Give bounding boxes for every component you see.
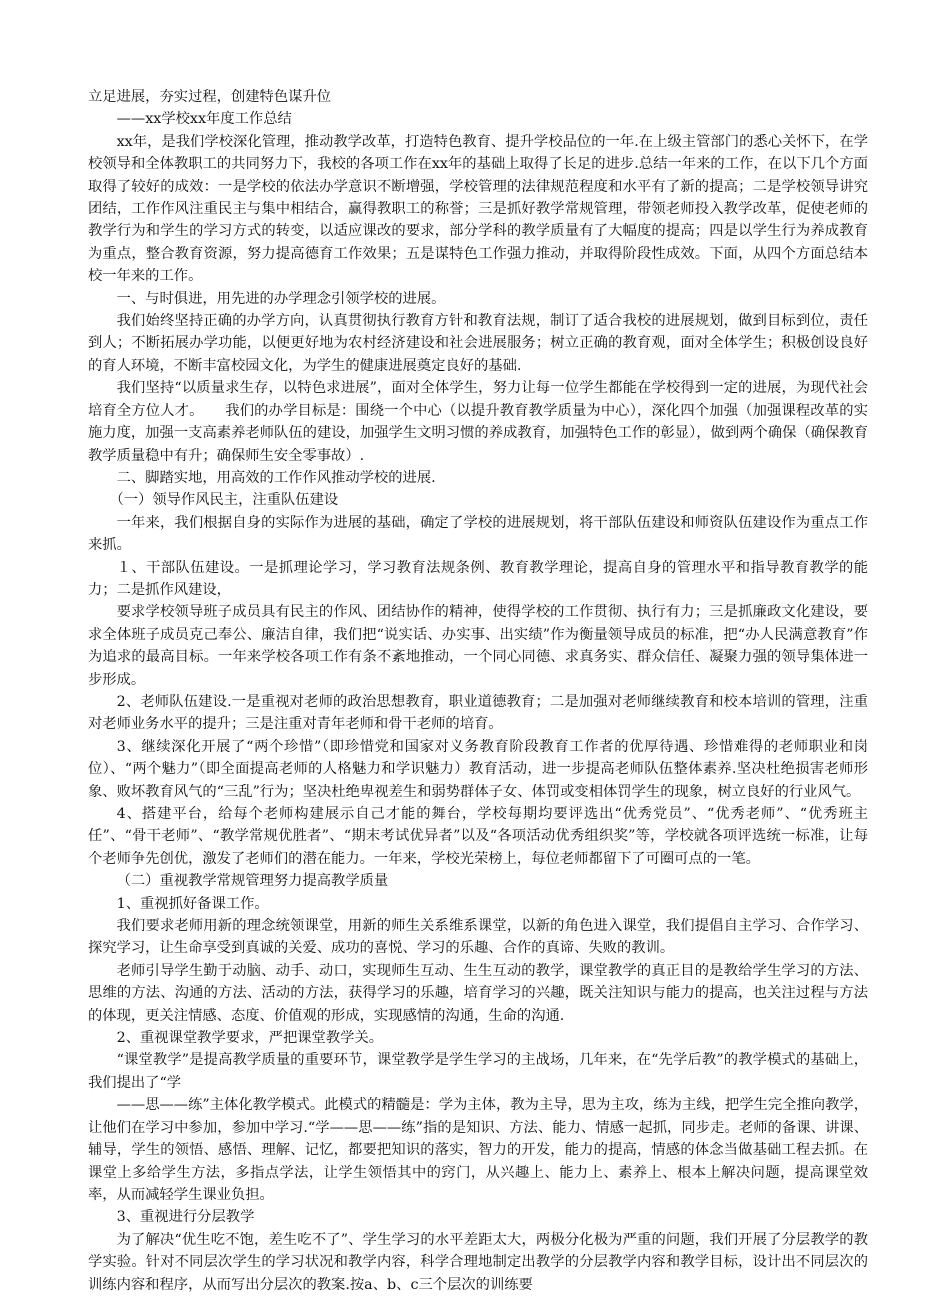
document-body bbox=[88, 86, 868, 1296]
section-heading: 二、脚踏实地，用高效的工作作风推动学校的进展. bbox=[116, 469, 436, 486]
paragraph: 3、继续深化开展了“两个珍惜”（即珍惜党和国家对义务教育阶段教育工作者的优厚待遇、珍惜难得的老师职业和岗位）、“两个魅力”（即全面提高老师的人格魅力和学识魅力）教育活动，进一步提高老师队伍整体素养.坚决杜绝损害老师形象、败坏教育风气的“三乱”行为；坚决杜绝卑视差生和弱势群体子女、体罚或变相体罚学生的现象，树立良好的行业风气。 bbox=[88, 738, 868, 800]
item-heading: 1、重视抓好备课工作。 bbox=[116, 895, 269, 912]
paragraph: xx年，是我们学校深化管理，推动教学改革，打造特色教育、提升学校品位的一年.在上级主管部门的悉心关怀下，在学校领导和全体教职工的共同努力下，我校的各项工作在xx年的基础上取得了长足的进步.总结一年来的工作，在以下几个方面取得了较好的成效：一是学校的依法办学意识不断增强，学校管理的法律规范程度和水平有了新的提高；二是学校领导讲究团结，工作作风注重民主与集中相结合，赢得教职工的称誉；三是抓好教学常规管理，带领老师投入教学改革，促使老师的教学行为和学生的学习方式的转变，以适应课改的要求，部分学科的教学质量有了大幅度的提高；四是以学生行为养成教育为重点，整合教育资源，努力提高德育工作效果；五是谋特色工作强力推动，并取得阶段性成效。下面，从四个方面总结本校一年来的工作。 bbox=[88, 133, 868, 285]
subsection-heading: （一）领导作风民主，注重队伍建设 bbox=[109, 492, 339, 509]
item-heading: 2、重视课堂教学要求，严把课堂教学关。 bbox=[116, 1030, 384, 1047]
paragraph: 我们坚持“以质量求生存，以特色求进展”，面对全体学生，努力让每一位学生都能在学校得到一定的进展，为现代社会培育全方位人才。 我们的办学目标是：围绕一个中心（以提升教育教学质量为中心），深化四个加强（加强课程改革的实施力度，加强一支高素养老师队伍的建设，加强学生文明习惯的养成教育，加强特色工作的彰显），做到两个确保（确保教育教学质量稳中有升；确保师生安全零事故）. bbox=[88, 380, 868, 464]
paragraph: “课堂教学”是提高教学质量的重要环节，课堂教学是学生学习的主战场，几年来，在“先学后教”的教学模式的基础上，我们提出了“学 bbox=[88, 1052, 868, 1091]
paragraph: １、干部队伍建设。一是抓理论学习，学习教育法规条例、教育教学理论，提高自身的管理水平和指导教育教学的能力；二是抓作风建设， bbox=[88, 559, 868, 598]
paragraph: 我们要求老师用新的理念统领课堂，用新的师生关系维系课堂，以新的角色进入课堂，我们提倡自主学习、合作学习、探究学习，让生命享受到真诚的关爱、成功的喜悦、学习的乐趣、合作的真谛、失败的教训。 bbox=[88, 918, 868, 957]
section-heading: 一、与时俱进，用先进的办学理念引领学校的进展。 bbox=[116, 290, 446, 307]
subsection-heading: （二）重视教学常规管理努力提高教学质量 bbox=[116, 873, 389, 890]
paragraph: 4、搭建平台，给每个老师构建展示自己才能的舞台，学校每期均要评选出“优秀党员”、“优秀老师”、“优秀班主任”、“骨干老师”、“教学常规优胜者”、“期末考试优异者”以及“各项活动优秀组织奖”等，学校就各项评选统一标准，让每个老师争先创优，激发了老师们的潜在能力。一年来，学校光荣榜上，每位老师都留下了可圈可点的一笔。 bbox=[88, 806, 868, 867]
item-heading: 3、重视进行分层教学 bbox=[116, 1209, 255, 1226]
paragraph: 一年来，我们根据自身的实际作为进展的基础，确定了学校的进展规划，将干部队伍建设和师资队伍建设作为重点工作来抓。 bbox=[88, 514, 868, 554]
paragraph: 要求学校领导班子成员具有民主的作风、团结协作的精神，使得学校的工作贯彻、执行有力；三是抓廉政文化建设，要求全体班子成员克己奉公、廉洁自律，我们把“说实话、办实事、出实绩”作为衡量领导成员的标准，把“办人民满意教育”作为追求的最高目标。一年来学校各项工作有条不紊地推动，一个同心同德、求真务实、群众信任、凝聚力强的领导集体进一步形成。 bbox=[88, 604, 868, 688]
paragraph: 2、老师队伍建设.一是重视对老师的政治思想教育，职业道德教育；二是加强对老师继续教育和校本培训的管理，注重对老师业务水平的提升；三是注重对青年老师和骨干老师的培育。 bbox=[88, 693, 868, 733]
document-title: 立足进展，夯实过程，创建特色谋升位 bbox=[88, 89, 332, 105]
paragraph: 为了解决“优生吃不饱，差生吃不了”、学生学习的水平差距太大，两极分化极为严重的问题，我们开展了分层教学的教学实验。针对不同层次学生的学习状况和教学内容，科学合理地制定出教学的分层教学内容和教学目标，设计出不同层次的训练内容和程序，从而写出分层次的教案.按a、b、c三个层次的训练要 bbox=[88, 1231, 868, 1293]
paragraph: ——思——练”主体化教学模式。此模式的精髓是：学为主体，教为主导，思为主攻，练为主线，把学生完全推向教学，让他们在学习中参加，参加中学习.“学——思——练”指的是知识、方法、能力、情感一起抓，同步走。老师的备课、讲课、辅导，学生的领悟、感悟、理解、记忆，都要把知识的落实，智力的开发，能力的提高，情感的体念当做基础工程去抓。在课堂上多给学生方法，多指点学法，让学生领悟其中的窍门，从兴趣上、能力上、素养上、根本上解决问题，提高课堂效率，从而减轻学生课业负担。 bbox=[88, 1097, 868, 1203]
paragraph: 我们始终坚持正确的办学方向，认真贯彻执行教育方针和教育法规，制订了适合我校的进展规划，做到目标到位，责任到人；不断拓展办学功能，以便更好地为农村经济建设和社会进展服务；树立正确的教育观，面对全体学生；积极创设良好的育人环境，不断丰富校园文化，为学生的健康进展奠定良好的基础. bbox=[88, 313, 868, 374]
document-subtitle: ——xx学校xx年度工作总结 bbox=[116, 111, 292, 128]
paragraph: 老师引导学生勤于动脑、动手、动口，实现师生互动、生生互动的教学，课堂教学的真正目的是教给学生学习的方法、思维的方法、沟通的方法、活动的方法，获得学习的乐趣，培育学习的兴趣，既关注知识与能力的提高，也关注过程与方法的体现，更关注情感、态度、价值观的形成，实现感情的沟通，生命的沟通. bbox=[88, 962, 868, 1024]
